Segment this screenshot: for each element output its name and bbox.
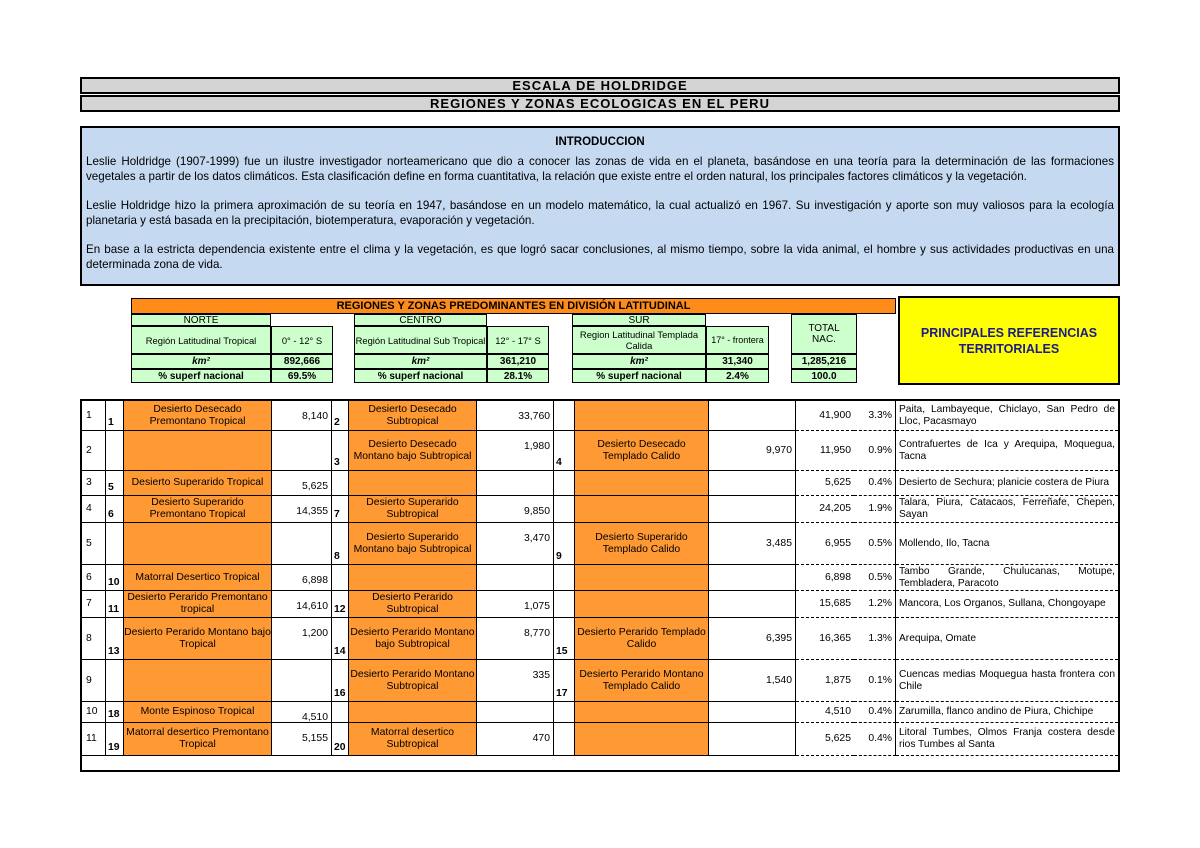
zone-number: 12 (332, 591, 349, 618)
zone-name (349, 565, 477, 591)
zone-area (709, 471, 796, 496)
zone-reference: Zarumilla, flanco andino de Piura, Chichipe (896, 702, 1118, 723)
zone-name: Matorral Desertico Tropical (124, 565, 272, 591)
zone-area: 1,075 (477, 591, 554, 618)
centro-label: CENTRO (354, 314, 487, 326)
zone-total: 1,875 (796, 660, 854, 702)
summary-title: REGIONES Y ZONAS PREDOMINANTES EN DIVISIÓN LATITUDINAL (131, 298, 896, 314)
zone-reference: Paita, Lambayeque, Chiclayo, San Pedro de Lloc, Pacasmayo (896, 401, 1118, 431)
zone-name (575, 591, 709, 618)
row-number: 2 (82, 431, 106, 471)
zone-number: 3 (332, 431, 349, 471)
zone-area: 470 (477, 723, 554, 756)
sur-pct-label: % superf nacional (572, 369, 706, 383)
row-number: 3 (82, 471, 106, 496)
zone-name: Desierto Perarido Premontano tropical (124, 591, 272, 618)
zone-reference: Arequipa, Omate (896, 618, 1118, 660)
zone-area (709, 565, 796, 591)
page-title: ESCALA DE HOLDRIDGE (80, 77, 1120, 94)
zone-area: 9,970 (709, 431, 796, 471)
zone-percent: 0.4% (854, 723, 896, 756)
zone-percent: 1.9% (854, 496, 896, 523)
sur-pct: 2.4% (706, 369, 769, 383)
zone-number (106, 431, 124, 471)
total-label: TOTAL NAC. (791, 314, 857, 354)
zone-name: Desierto Desecado Premontano Tropical (124, 401, 272, 431)
zone-reference: Tambo Grande, Chulucanas, Motupe, Tembladera, Paracoto (896, 565, 1118, 591)
zone-name: Matorral desertico Premontano Tropical (124, 723, 272, 756)
zone-name: Matorral desertico Subtropical (349, 723, 477, 756)
row-number: 11 (82, 723, 106, 756)
zone-number: 2 (332, 401, 349, 431)
zone-area: 8,140 (272, 401, 332, 431)
zone-number: 11 (106, 591, 124, 618)
zone-name: Desierto Superarido Templado Calido (575, 523, 709, 565)
row-number: 7 (82, 591, 106, 618)
zone-name (124, 660, 272, 702)
zone-number: 1 (106, 401, 124, 431)
zone-area (272, 660, 332, 702)
zone-number: 10 (106, 565, 124, 591)
zone-name: Desierto Perarido Montano Subtropical (349, 660, 477, 702)
refs-title-box: PRINCIPALES REFERENCIAS TERRITORIALES (898, 296, 1120, 385)
zones-table (80, 399, 1120, 772)
zone-area (477, 471, 554, 496)
intro-heading: INTRODUCCION (555, 136, 645, 148)
zone-total: 11,950 (796, 431, 854, 471)
zone-number: 16 (332, 660, 349, 702)
zone-area: 6,395 (709, 618, 796, 660)
zone-area: 14,355 (272, 496, 332, 523)
zone-name (349, 471, 477, 496)
zone-area: 9,850 (477, 496, 554, 523)
zone-reference: Talara, Piura, Catacaos, Ferreñafe, Chepen, Sayan (896, 496, 1118, 523)
zone-area: 5,155 (272, 723, 332, 756)
zone-total: 24,205 (796, 496, 854, 523)
zone-area (709, 496, 796, 523)
centro-pct-label: % superf nacional (354, 369, 487, 383)
zone-number: 7 (332, 496, 349, 523)
zone-area: 335 (477, 660, 554, 702)
zone-area (709, 401, 796, 431)
row-number: 4 (82, 496, 106, 523)
zone-total: 41,900 (796, 401, 854, 431)
zone-name (349, 702, 477, 723)
zone-area (272, 431, 332, 471)
zone-name: Monte Espinoso Tropical (124, 702, 272, 723)
zone-name (575, 565, 709, 591)
zone-number (554, 591, 575, 618)
zone-number: 15 (554, 618, 575, 660)
zone-name (575, 471, 709, 496)
zone-number (554, 723, 575, 756)
centro-range: 12° - 17° S (487, 326, 549, 354)
norte-region: Región Latitudinal Tropical (131, 326, 271, 354)
zone-name (575, 496, 709, 523)
intro-paragraph-3: En base a la estricta dependencia existente entre el clima y la vegetación, es que logró sacar conclusiones, al mismo tiempo, sobre la vida animal, el hombre y sus actividades productivas en una determinada zona de vida. (86, 243, 1114, 271)
zone-total: 16,365 (796, 618, 854, 660)
zone-area (477, 702, 554, 723)
zone-total: 15,685 (796, 591, 854, 618)
zone-percent: 1.3% (854, 618, 896, 660)
zone-area: 5,625 (272, 471, 332, 496)
norte-km-label: km² (131, 354, 271, 369)
zone-area (709, 702, 796, 723)
sur-label: SUR (572, 314, 706, 326)
zone-number (106, 523, 124, 565)
zone-name: Desierto Perarido Montano Templado Calido (575, 660, 709, 702)
row-number: 6 (82, 565, 106, 591)
zone-name: Desierto Superarido Premontano Tropical (124, 496, 272, 523)
zone-number: 13 (106, 618, 124, 660)
zone-number: 18 (106, 702, 124, 723)
norte-km: 892,666 (271, 354, 333, 369)
zone-reference: Cuencas medias Moquegua hasta frontera con Chile (896, 660, 1118, 702)
zone-total: 5,625 (796, 723, 854, 756)
zone-name: Desierto Desecado Templado Calido (575, 431, 709, 471)
intro-paragraph-2: Leslie Holdridge hizo la primera aproximación de su teoría en 1947, basándose en un modelo matemático, la cual actualizó en 1967. Su investigación y aporte son muy valiosos para la ecología planetaria y está basada en la precipitación, biotemperatura, evaporación y vegetación. (86, 199, 1114, 227)
zone-percent: 0.9% (854, 431, 896, 471)
zone-total: 6,955 (796, 523, 854, 565)
sur-range: 17° - frontera (706, 326, 769, 354)
zone-total: 4,510 (796, 702, 854, 723)
zone-name: Desierto Perarido Montano bajo Subtropical (349, 618, 477, 660)
zone-name: Desierto Superarido Montano bajo Subtropical (349, 523, 477, 565)
zone-number: 14 (332, 618, 349, 660)
zone-area (709, 723, 796, 756)
page-subtitle: REGIONES Y ZONAS ECOLOGICAS EN EL PERU (80, 95, 1120, 112)
zone-number (332, 565, 349, 591)
zone-name: Desierto Superarido Subtropical (349, 496, 477, 523)
row-number: 10 (82, 702, 106, 723)
zone-percent: 0.5% (854, 565, 896, 591)
zone-number (554, 471, 575, 496)
zone-number (332, 702, 349, 723)
zone-percent: 0.4% (854, 471, 896, 496)
sur-km-label: km² (572, 354, 706, 369)
row-number: 5 (82, 523, 106, 565)
sur-km: 31,340 (706, 354, 769, 369)
zone-area: 4,510 (272, 702, 332, 723)
zone-number (332, 471, 349, 496)
centro-pct: 28.1% (487, 369, 549, 383)
zone-reference: Mollendo, Ilo, Tacna (896, 523, 1118, 565)
zone-number: 20 (332, 723, 349, 756)
zone-number: 17 (554, 660, 575, 702)
zone-percent: 3.3% (854, 401, 896, 431)
zone-percent: 0.5% (854, 523, 896, 565)
zone-area: 14,610 (272, 591, 332, 618)
zone-number (554, 565, 575, 591)
norte-range: 0° - 12° S (271, 326, 333, 354)
total-pct: 100.0 (791, 369, 857, 383)
zone-area (477, 565, 554, 591)
zone-percent: 0.4% (854, 702, 896, 723)
zone-number: 4 (554, 431, 575, 471)
zone-name (575, 702, 709, 723)
zone-area: 6,898 (272, 565, 332, 591)
zone-reference: Contrafuertes de Ica y Arequipa, Moquegua, Tacna (896, 431, 1118, 471)
zone-reference: Litoral Tumbes, Olmos Franja costera desde rios Tumbes al Santa (896, 723, 1118, 756)
zone-area (709, 591, 796, 618)
zone-name: Desierto Perarido Subtropical (349, 591, 477, 618)
row-number: 9 (82, 660, 106, 702)
zone-number: 9 (554, 523, 575, 565)
zone-total: 5,625 (796, 471, 854, 496)
total-km: 1,285,216 (791, 354, 857, 369)
zone-number (554, 401, 575, 431)
zone-total: 6,898 (796, 565, 854, 591)
zone-area: 1,200 (272, 618, 332, 660)
norte-pct-label: % superf nacional (131, 369, 271, 383)
zone-number: 19 (106, 723, 124, 756)
zone-name: Desierto Desecado Subtropical (349, 401, 477, 431)
row-number: 1 (82, 401, 106, 431)
sur-region: Region Latitudinal Templada Calida (572, 326, 706, 354)
row-number: 8 (82, 618, 106, 660)
zone-area: 8,770 (477, 618, 554, 660)
zone-reference: Desierto de Sechura; planicie costera de Piura (896, 471, 1118, 496)
centro-km: 361,210 (487, 354, 549, 369)
centro-km-label: km² (354, 354, 487, 369)
zone-reference: Mancora, Los Organos, Sullana, Chongoyape (896, 591, 1118, 618)
zone-number: 8 (332, 523, 349, 565)
norte-label: NORTE (131, 314, 271, 326)
zone-area: 1,980 (477, 431, 554, 471)
centro-region: Región Latitudinal Sub Tropical (354, 326, 487, 354)
zone-area: 3,485 (709, 523, 796, 565)
zone-area: 3,470 (477, 523, 554, 565)
zone-name (575, 723, 709, 756)
zone-area: 1,540 (709, 660, 796, 702)
zone-area: 33,760 (477, 401, 554, 431)
zone-percent: 0.1% (854, 660, 896, 702)
zone-name: Desierto Perarido Montano bajo Tropical (124, 618, 272, 660)
zone-number: 5 (106, 471, 124, 496)
zone-number (106, 660, 124, 702)
zone-name (124, 523, 272, 565)
zone-percent: 1.2% (854, 591, 896, 618)
zone-area (272, 523, 332, 565)
zone-name: Desierto Superarido Tropical (124, 471, 272, 496)
zone-number (554, 496, 575, 523)
intro-box (80, 126, 1120, 286)
zone-name (124, 431, 272, 471)
norte-pct: 69.5% (271, 369, 333, 383)
zone-number: 6 (106, 496, 124, 523)
zone-name: Desierto Desecado Montano bajo Subtropical (349, 431, 477, 471)
intro-paragraph-1: Leslie Holdridge (1907-1999) fue un ilustre investigador norteamericano que dio a conocer las zonas de vida en el planeta, basándose en una teoría para la determinación de las formaciones vegetales a partir de los datos climáticos. Esta clasificación define en forma cuantitativa, la relación que existe entre el orden natural, los principales factores climáticos y la vegetación. (86, 155, 1114, 183)
zone-name (575, 401, 709, 431)
zone-number (554, 702, 575, 723)
zone-name: Desierto Perarido Templado Calido (575, 618, 709, 660)
